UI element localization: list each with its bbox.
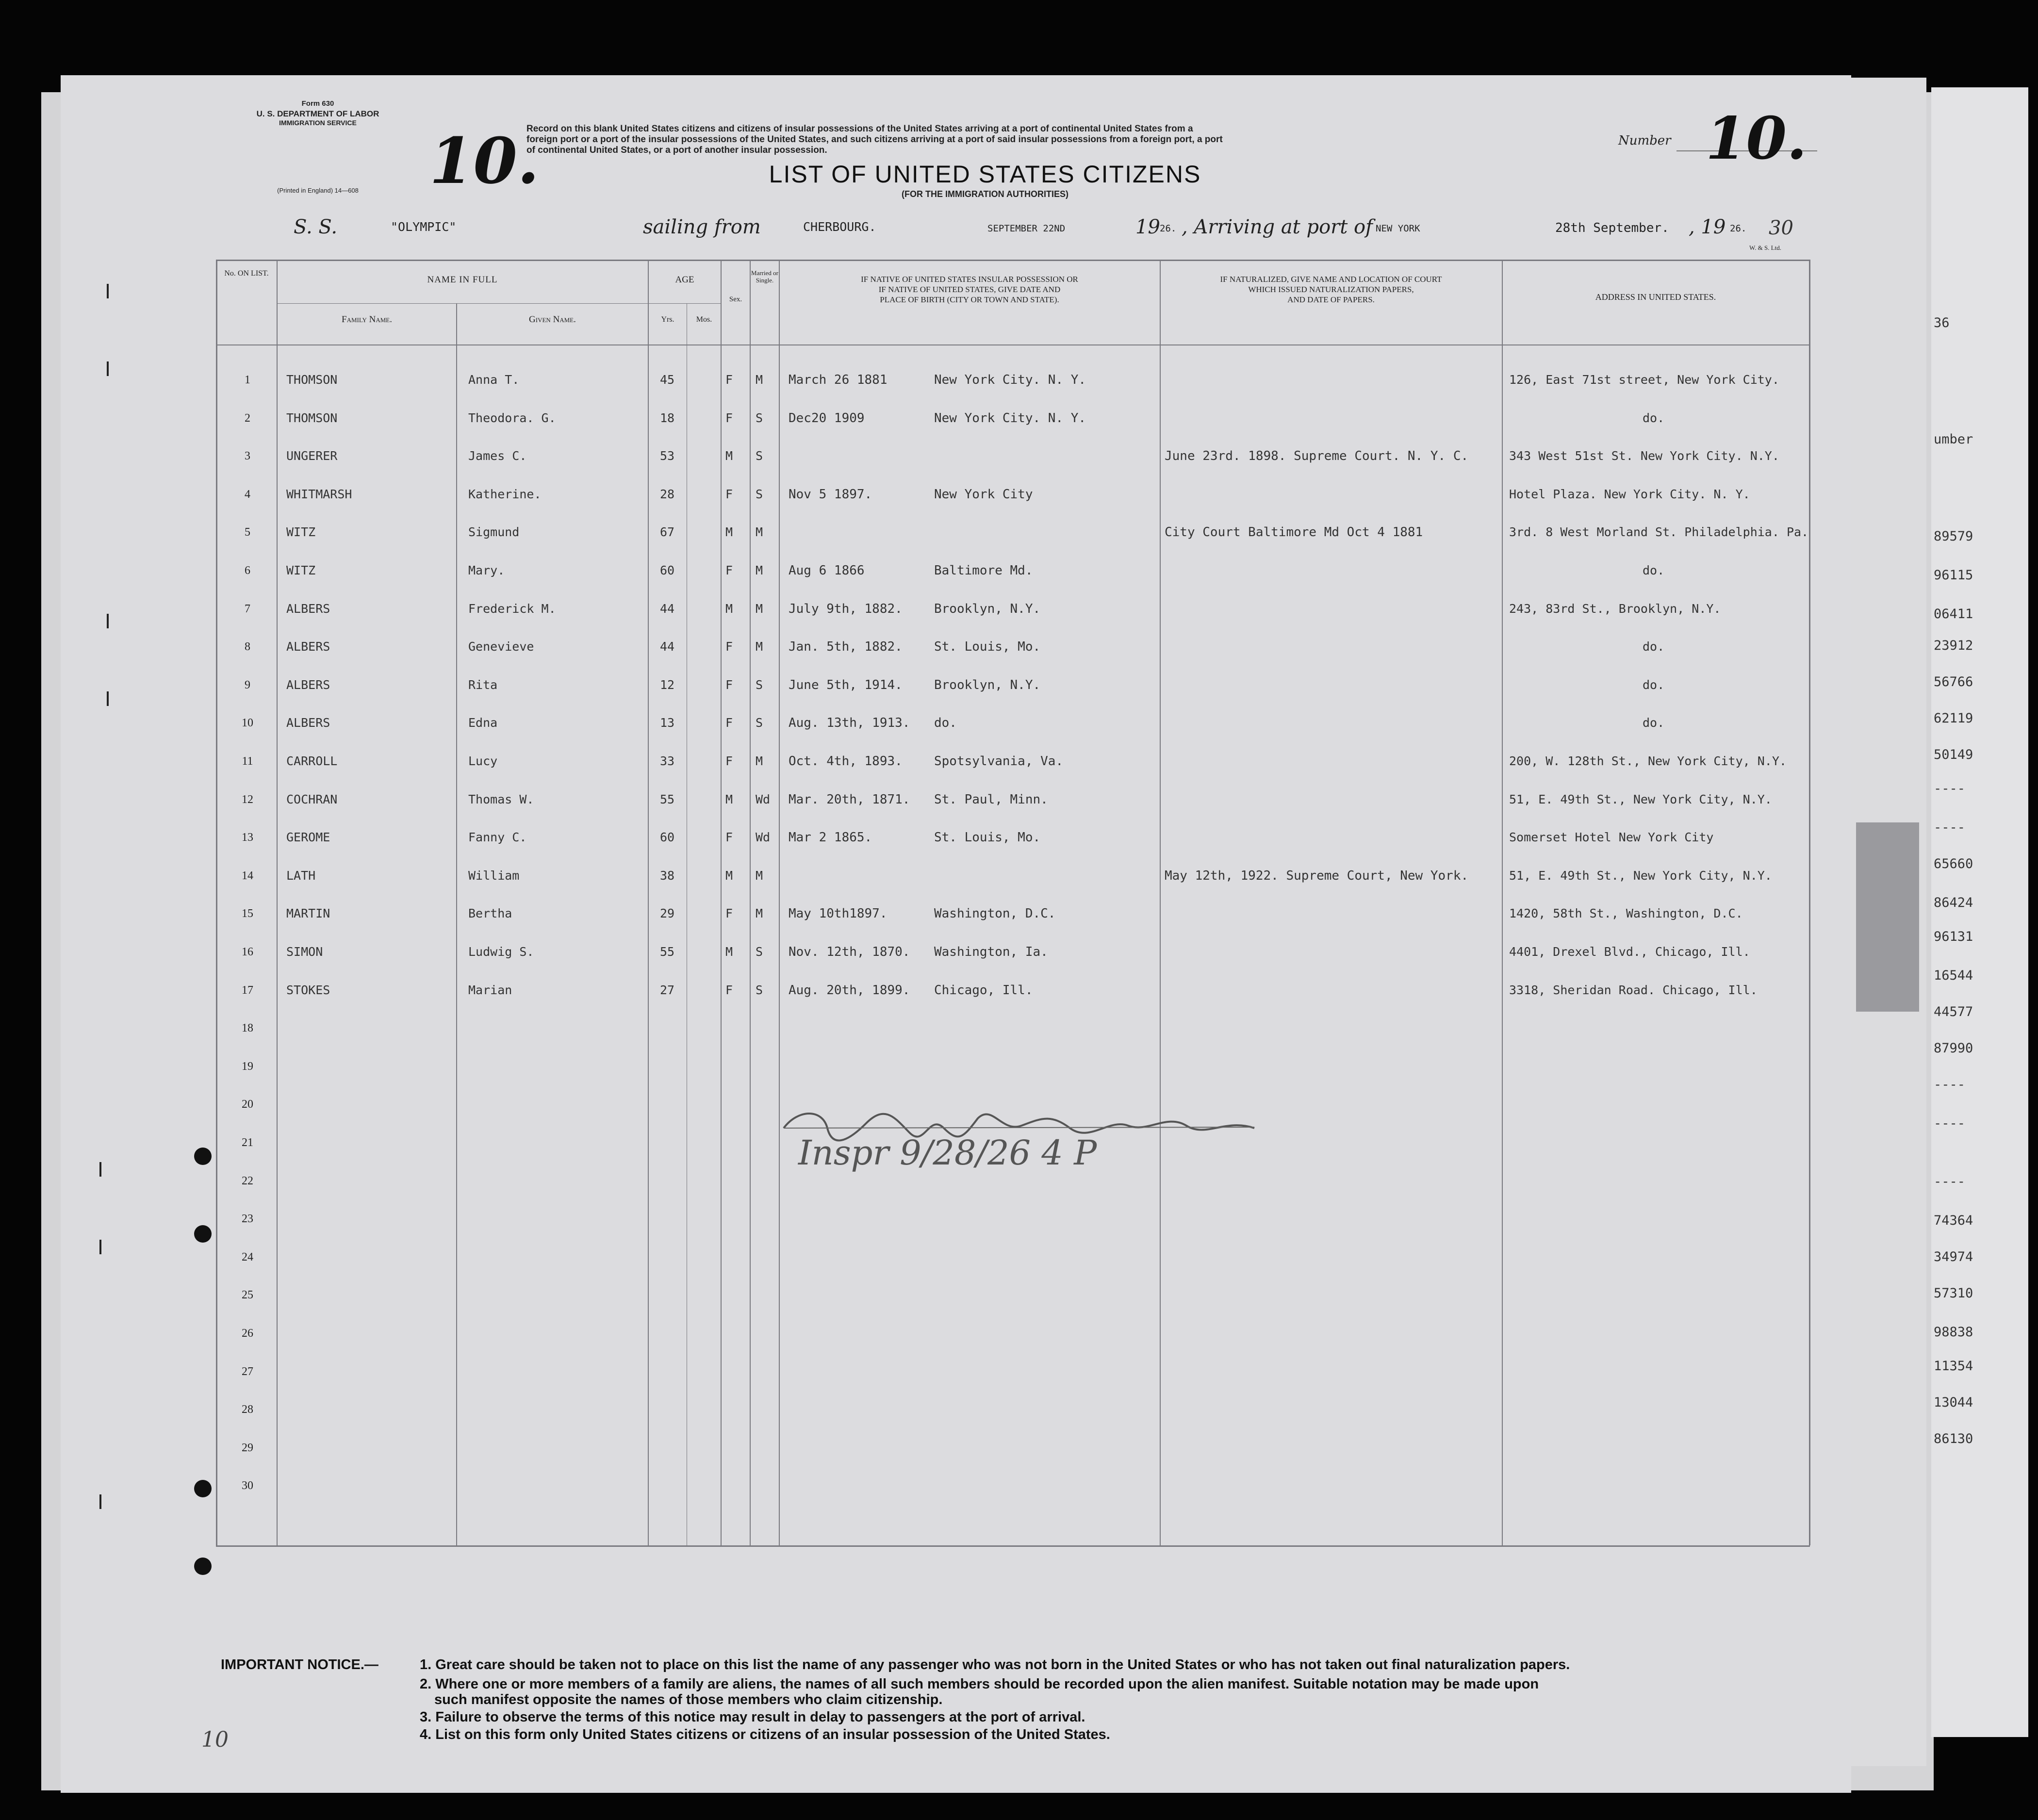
cell-family: WITZ [286, 525, 316, 540]
side-number: 74364 [1934, 1213, 1973, 1228]
arriving-label: , Arriving at port of [1182, 216, 1373, 238]
cell-family: ALBERS [286, 677, 330, 692]
cell-birth-place: Baltimore Md. [934, 563, 1033, 578]
manifest-sheet [61, 75, 1851, 1793]
cell-birth-date: Aug. 13th, 1913. [789, 716, 910, 731]
side-number: 65660 [1934, 856, 1973, 871]
cell-age: 27 [660, 983, 675, 997]
cell-given: Marian [468, 983, 512, 997]
cell-natur: May 12th, 1922. Supreme Court, New York. [1165, 868, 1469, 883]
cell-birth-place: Washington, D.C. [934, 906, 1056, 921]
row-number: 4 [245, 488, 250, 501]
col-header-married: Married or Single. [751, 269, 778, 284]
cell-age: 55 [660, 945, 675, 959]
instruction-line: of continental United States, or a port of another insular possession. [526, 145, 827, 155]
cell-address: do. [1643, 639, 1665, 654]
col-header-birth-line: IF NATIVE OF UNITED STATES INSULAR POSSESSION OR [861, 275, 1078, 284]
ship-name: "OLYMPIC" [391, 220, 457, 234]
cell-sex: M [725, 792, 733, 806]
cell-given: James C. [468, 449, 527, 463]
col-header-age: AGE [675, 275, 694, 285]
side-number: 86130 [1934, 1431, 1973, 1446]
col-header-mos: Mos. [696, 315, 712, 324]
cell-address: 200, W. 128th St., New York City, N.Y. [1509, 754, 1787, 768]
side-number: 50149 [1934, 747, 1973, 762]
row-number: 16 [242, 946, 253, 958]
row-number: 9 [245, 678, 250, 691]
side-number: ---- [1934, 1174, 1966, 1189]
row-number: 6 [245, 564, 250, 577]
cell-address: do. [1643, 563, 1665, 577]
cell-birth-place: St. Paul, Minn. [934, 792, 1048, 807]
col-header-address: ADDRESS IN UNITED STATES. [1595, 292, 1716, 302]
cell-address: 1420, 58th St., Washington, D.C. [1509, 906, 1743, 921]
row-number: 12 [242, 793, 253, 806]
service: IMMIGRATION SERVICE [279, 119, 357, 127]
row-number: 26 [242, 1327, 253, 1340]
binder-mark [99, 1240, 101, 1254]
cell-birth-place: New York City. N. Y. [934, 373, 1086, 387]
row-number: 27 [242, 1365, 253, 1378]
col-header-given: Given Name. [529, 314, 576, 325]
arrival-year: 26. [1730, 223, 1747, 234]
page-mark: 10 [201, 1727, 229, 1752]
cell-birth-place: Brooklyn, N.Y. [934, 677, 1041, 692]
cell-family: THOMSON [286, 373, 338, 387]
side-tab [1856, 822, 1919, 1012]
cell-given: Katherine. [468, 487, 542, 501]
inspector-date: Inspr 9/28/26 4 P [798, 1133, 1097, 1173]
handwritten-list-number: 10. [429, 124, 540, 198]
cell-family: GEROME [286, 830, 330, 845]
sailing-label: sailing from [643, 216, 761, 238]
cell-address: 343 West 51st St. New York City. N.Y. [1509, 449, 1779, 463]
cell-ms: S [756, 410, 763, 425]
side-number: 23912 [1934, 638, 1973, 653]
row-number: 11 [242, 755, 253, 768]
cell-given: Sigmund [468, 525, 520, 540]
row-number: 10 [242, 717, 253, 730]
cell-birth-date: Nov 5 1897. [789, 487, 872, 502]
cell-address: 3318, Sheridan Road. Chicago, Ill. [1509, 983, 1758, 997]
cell-given: Edna [468, 716, 498, 730]
cell-birth-place: Brooklyn, N.Y. [934, 601, 1041, 616]
row-number: 7 [245, 602, 250, 615]
cell-ms: S [756, 945, 763, 959]
binder-mark [107, 361, 109, 376]
cell-given: Ludwig S. [468, 945, 534, 959]
cell-address: 51, E. 49th St., New York City, N.Y. [1509, 792, 1772, 806]
subheader-line [277, 303, 721, 304]
col-header-birth-line: PLACE OF BIRTH (CITY OR TOWN AND STATE). [880, 295, 1059, 304]
binder-mark [99, 1494, 101, 1509]
side-number: 87990 [1934, 1041, 1973, 1056]
cell-birth-date: Mar 2 1865. [789, 830, 872, 845]
cell-sex: F [725, 639, 733, 654]
table-left-border [216, 260, 217, 1545]
row-number: 17 [242, 984, 253, 997]
cell-age: 44 [660, 639, 675, 654]
row-number: 20 [242, 1098, 253, 1111]
cell-ms: M [756, 563, 763, 577]
side-number: 13044 [1934, 1395, 1973, 1410]
side-number: 36 [1934, 315, 1950, 330]
cell-natur: June 23rd. 1898. Supreme Court. N. Y. C. [1165, 449, 1469, 464]
cell-ms: Wd [756, 792, 771, 806]
cell-age: 44 [660, 601, 675, 616]
side-number: ---- [1934, 781, 1966, 796]
cell-family: WITZ [286, 563, 316, 577]
row-number: 30 [242, 1479, 253, 1492]
cell-family: CARROLL [286, 754, 338, 768]
cell-birth-date: Aug. 20th, 1899. [789, 983, 910, 998]
port-from: CHERBOURG. [803, 220, 876, 234]
sail-year: 26. [1160, 223, 1177, 234]
cell-sex: F [725, 563, 733, 577]
cell-ms: M [756, 868, 763, 883]
row-number: 3 [245, 450, 250, 463]
cell-given: Thomas W. [468, 792, 534, 806]
cell-ms: S [756, 983, 763, 997]
row-number: 19 [242, 1060, 253, 1073]
cell-family: STOKES [286, 983, 330, 997]
cell-given: William [468, 868, 520, 883]
cell-ms: M [756, 906, 763, 921]
cell-age: 33 [660, 754, 675, 768]
cell-sex: F [725, 830, 733, 845]
cell-given: Frederick M. [468, 601, 556, 616]
page-title: LIST OF UNITED STATES CITIZENS [769, 161, 1201, 188]
punch-hole [194, 1148, 212, 1165]
binder-mark [107, 614, 109, 628]
cell-address: do. [1643, 716, 1665, 730]
cell-birth-place: New York City [934, 487, 1033, 502]
notice-item: such manifest opposite the names of those members who claim citizenship. [434, 1692, 943, 1707]
table-top-border [216, 260, 1810, 261]
notice-label: IMPORTANT NOTICE.— [221, 1657, 378, 1672]
cell-birth-date: Nov. 12th, 1870. [789, 945, 910, 959]
cell-ms: M [756, 373, 763, 387]
column-divider [779, 260, 780, 1545]
form-number: Form 630 [301, 99, 334, 108]
row-number: 24 [242, 1250, 253, 1263]
cell-sex: F [725, 754, 733, 768]
cell-sex: M [725, 449, 733, 463]
cell-sex: M [725, 868, 733, 883]
side-number: 86424 [1934, 895, 1973, 910]
cell-given: Anna T. [468, 373, 520, 387]
cell-sex: F [725, 487, 733, 501]
column-divider [750, 260, 751, 1545]
cell-given: Rita [468, 677, 498, 692]
side-number: 57310 [1934, 1286, 1973, 1301]
binder-mark [107, 691, 109, 706]
cell-address: Somerset Hotel New York City [1509, 830, 1714, 845]
cell-given: Mary. [468, 563, 505, 577]
cell-age: 38 [660, 868, 675, 883]
cell-birth-date: Oct. 4th, 1893. [789, 754, 903, 769]
cell-sex: F [725, 677, 733, 692]
instructions [526, 124, 1223, 156]
cell-given: Lucy [468, 754, 498, 768]
cell-family: WHITMARSH [286, 487, 352, 501]
col-header-natur-line: WHICH ISSUED NATURALIZATION PAPERS, [1248, 285, 1414, 294]
header-bottom-border [216, 344, 1810, 345]
cell-family: ALBERS [286, 716, 330, 730]
paper-stack-right [1931, 87, 2028, 1737]
instruction-line: foreign port or a port of the insular possessions of the United States, and such citizens arriving at a port of said insular possessions from a foreign port, a port [526, 134, 1223, 145]
cell-family: THOMSON [286, 410, 338, 425]
cell-sex: M [725, 601, 733, 616]
cell-ms: S [756, 487, 763, 501]
cell-sex: M [725, 525, 733, 540]
cell-ms: M [756, 601, 763, 616]
cell-family: UNGERER [286, 449, 338, 463]
cell-birth-place: Washington, Ia. [934, 945, 1048, 959]
cell-age: 12 [660, 677, 675, 692]
side-number: 06411 [1934, 607, 1973, 622]
cell-ms: S [756, 716, 763, 730]
col-header-yrs: Yrs. [661, 315, 674, 324]
row-number: 1 [245, 374, 250, 386]
department: U. S. DEPARTMENT OF LABOR [256, 109, 379, 118]
row-number: 2 [245, 411, 250, 425]
row-number: 18 [242, 1022, 253, 1035]
column-divider [721, 260, 722, 1545]
ss-label: S. S. [294, 216, 338, 238]
side-number: 62119 [1934, 711, 1973, 726]
cell-birth-date: Aug 6 1866 [789, 563, 865, 578]
cell-given: Fanny C. [468, 830, 527, 845]
cell-family: ALBERS [286, 601, 330, 616]
side-number: 96115 [1934, 568, 1973, 583]
cell-birth-place: do. [934, 716, 957, 731]
row-number: 14 [242, 869, 253, 882]
cell-address: do. [1643, 410, 1665, 425]
binder-mark [99, 1162, 101, 1177]
cell-birth-place: Spotsylvania, Va. [934, 754, 1064, 769]
cell-ms: M [756, 754, 763, 768]
col-header-name: NAME IN FULL [427, 275, 498, 285]
row-number: 21 [242, 1136, 253, 1149]
row-number: 5 [245, 526, 250, 539]
side-number: ---- [1934, 820, 1966, 835]
cell-age: 55 [660, 792, 675, 806]
cell-age: 28 [660, 487, 675, 501]
year-prefix: 19 [1135, 216, 1160, 238]
cell-family: SIMON [286, 945, 323, 959]
col-header-natur-line: AND DATE OF PAPERS. [1287, 295, 1375, 304]
handwritten-number: 10. [1706, 104, 1807, 173]
cell-age: 13 [660, 716, 675, 730]
cell-birth-date: May 10th1897. [789, 906, 888, 921]
cell-ms: S [756, 677, 763, 692]
printer-mark: W. & S. Ltd. [1749, 244, 1781, 251]
cell-age: 29 [660, 906, 675, 921]
page-subtitle: (FOR THE IMMIGRATION AUTHORITIES) [902, 189, 1068, 199]
cell-age: 60 [660, 830, 675, 845]
cell-age: 18 [660, 410, 675, 425]
row-number: 22 [242, 1174, 253, 1187]
punch-hole [194, 1558, 212, 1575]
cell-age: 53 [660, 449, 675, 463]
cell-ms: Wd [756, 830, 771, 845]
cell-birth-place: Chicago, Ill. [934, 983, 1033, 998]
column-divider [1160, 260, 1161, 1545]
table-bottom-border [216, 1545, 1810, 1547]
cell-sex: F [725, 716, 733, 730]
cell-sex: F [725, 906, 733, 921]
side-number: 11354 [1934, 1359, 1973, 1374]
side-number: 44577 [1934, 1004, 1973, 1019]
col-header-birth-line: IF NATIVE OF UNITED STATES, GIVE DATE AND [878, 285, 1061, 294]
port-to: NEW YORK [1376, 223, 1420, 234]
cell-given: Theodora. G. [468, 410, 556, 425]
cell-birth-place: New York City. N. Y. [934, 410, 1086, 426]
side-number: 56766 [1934, 674, 1973, 689]
side-number: 89579 [1934, 529, 1973, 544]
cell-birth-place: St. Louis, Mo. [934, 830, 1041, 845]
cell-natur: City Court Baltimore Md Oct 4 1881 [1165, 525, 1423, 540]
punch-hole [194, 1480, 212, 1497]
notice-item: 4. List on this form only United States citizens or citizens of an insular possession of the United States. [420, 1727, 1110, 1742]
cell-age: 45 [660, 373, 675, 387]
cell-family: ALBERS [286, 639, 330, 654]
cell-address: 126, East 71st street, New York City. [1509, 373, 1779, 387]
side-number: 98838 [1934, 1325, 1973, 1340]
col-header-family: Family Name. [342, 314, 392, 325]
cell-birth-date: Dec20 1909 [789, 410, 865, 426]
side-number: ---- [1934, 1077, 1966, 1092]
column-divider [456, 303, 457, 1545]
cell-address: 4401, Drexel Blvd., Chicago, Ill. [1509, 945, 1750, 959]
cell-address: 51, E. 49th St., New York City, N.Y. [1509, 868, 1772, 883]
arrival-year-prefix: , 19 [1689, 216, 1726, 238]
table-right-border [1809, 260, 1810, 1545]
col-header-natur-line: IF NATURALIZED, GIVE NAME AND LOCATION OF COURT [1220, 275, 1442, 284]
cell-address: do. [1643, 677, 1665, 692]
cell-given: Bertha [468, 906, 512, 921]
cell-sex: F [725, 410, 733, 425]
notice-item: 2. Where one or more members of a family are aliens, the names of all such members should be recorded upon the alien manifest. Suitable notation may be made upon [420, 1676, 1539, 1692]
col-header-no: No. ON LIST. [224, 269, 269, 278]
col-header-birth [780, 274, 1159, 305]
side-number: 96131 [1934, 929, 1973, 944]
cell-ms: S [756, 449, 763, 463]
cell-birth-date: Jan. 5th, 1882. [789, 639, 903, 655]
side-number: umber [1934, 432, 1973, 447]
side-number: ---- [1934, 1116, 1966, 1131]
punch-hole [194, 1225, 212, 1243]
cell-ms: M [756, 525, 763, 540]
cell-family: LATH [286, 868, 316, 883]
printed-note: (Printed in England) 14—608 [277, 187, 359, 194]
cell-given: Genevieve [468, 639, 534, 654]
number-label: Number [1618, 133, 1671, 148]
instruction-line: Record on this blank United States citizens and citizens of insular possessions of the United States arriving at a port of continental United States from a [526, 124, 1193, 134]
row-number: 23 [242, 1213, 253, 1226]
sail-date: SEPTEMBER 22ND [987, 223, 1066, 234]
cell-address: 243, 83rd St., Brooklyn, N.Y. [1509, 601, 1721, 616]
cell-age: 67 [660, 525, 675, 540]
cell-family: COCHRAN [286, 792, 338, 806]
cell-address: Hotel Plaza. New York City. N. Y. [1509, 487, 1750, 501]
cell-sex: F [725, 983, 733, 997]
cell-sex: M [725, 945, 733, 959]
corner-mark: 30 [1769, 217, 1793, 239]
notice-item: 3. Failure to observe the terms of this notice may result in delay to passengers at the port of arrival. [420, 1709, 1085, 1725]
cell-birth-date: March 26 1881 [789, 373, 888, 387]
cell-address: 3rd. 8 West Morland St. Philadelphia. Pa. [1509, 525, 1809, 540]
cell-birth-date: July 9th, 1882. [789, 601, 903, 616]
row-number: 8 [245, 640, 250, 654]
cell-family: MARTIN [286, 906, 330, 921]
row-number: 15 [242, 907, 253, 920]
row-number: 13 [242, 831, 253, 844]
column-divider [277, 260, 278, 1545]
cell-birth-place: St. Louis, Mo. [934, 639, 1041, 655]
column-divider [1502, 260, 1503, 1545]
col-header-sex: Sex. [729, 295, 742, 303]
col-header-naturalized [1161, 274, 1501, 305]
cell-birth-date: Mar. 20th, 1871. [789, 792, 910, 807]
cell-birth-date: June 5th, 1914. [789, 677, 903, 692]
arrival-date: 28th September. [1555, 221, 1669, 235]
notice-item: 1. Great care should be taken not to place on this list the name of any passenger who was not born in the United States or who has not taken out final naturalization papers. [420, 1657, 1570, 1672]
cell-age: 60 [660, 563, 675, 577]
binder-mark [107, 284, 109, 298]
row-number: 28 [242, 1403, 253, 1416]
side-number: 34974 [1934, 1249, 1973, 1264]
row-number: 29 [242, 1441, 253, 1454]
cell-sex: F [725, 373, 733, 387]
column-divider [648, 260, 649, 1545]
row-number: 25 [242, 1289, 253, 1302]
side-number: 16544 [1934, 968, 1973, 983]
cell-ms: M [756, 639, 763, 654]
